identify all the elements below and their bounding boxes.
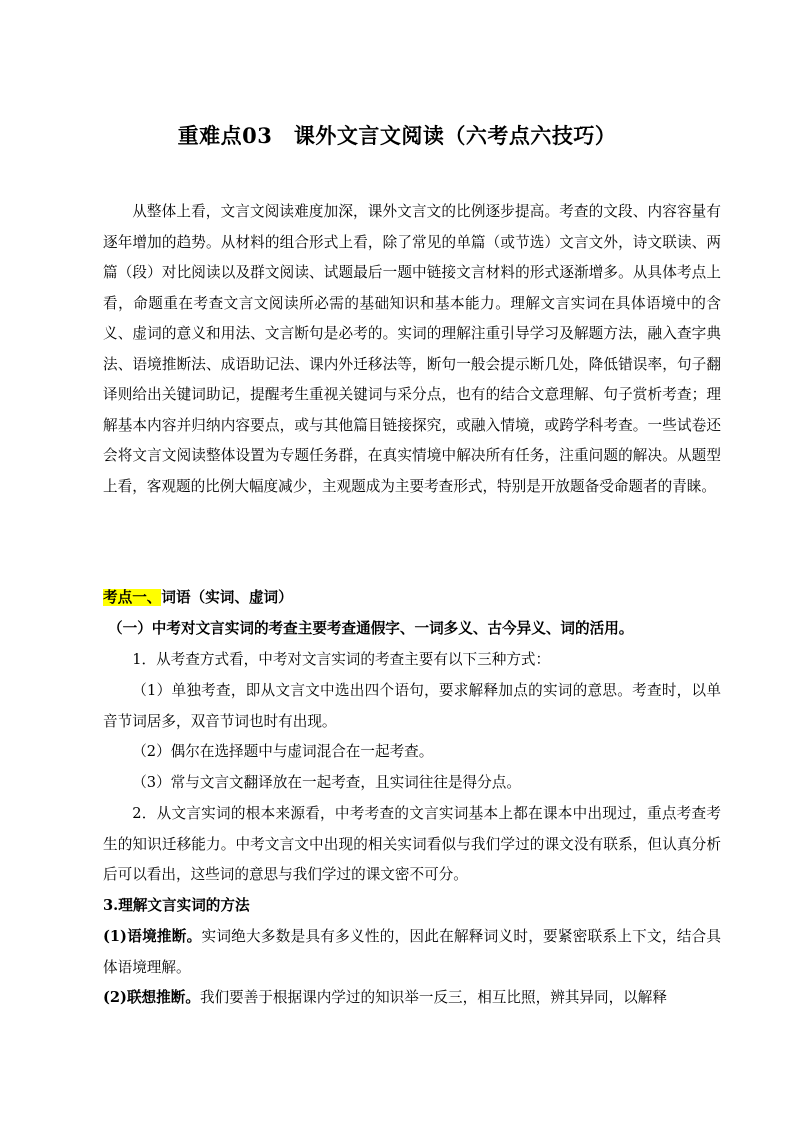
kaodian-heading bbox=[103, 583, 721, 614]
method-heading: 3.理解文言实词的方法 bbox=[103, 897, 250, 914]
point-1b: （2）偶尔在选择题中与虚词混合在一起考查。 bbox=[132, 743, 434, 760]
intro-paragraph: 从整体上看，文言文阅读难度加深，课外文言文的比例逐步提高。考查的文段、内容容量有逐年增加的趋势。从材料的组合形式上看，除了常见的单篇（或节选）文言文外，诗文联读、两篇（段）对比阅读以及群文阅读、试题最后一题中链接文言材料的形式逐渐增多。从具体考点上看，命题重在考查文言文阅读所必需的基础知识和基本能力。理解文言实词在具体语境中的含义、虚词的意义和用法、文言断句是必考的。实词的理解注重引导学习及解题方法，融入查字典法、语境推断法、成语助记法、课内外迁移法等，断句一般会提示断几处，降低错误率，句子翻译则给出关键词助记，提醒考生重视关键词与采分点，也有的结合文意理解、句子赏析考查；理解基本内容并归纳内容要点，或与其他篇目链接探究，或融入情境，或跨学科考查。一些试卷还会将文言文阅读整体设置为专题任务群，在真实情境中解决所有任务，注重问题的解决。从题型上看，客观题的比例大幅度减少，主观题成为主要考查形式，特别是开放题备受命题者的青睐。 bbox=[103, 203, 721, 495]
method-2 bbox=[103, 983, 721, 1014]
page-title: 重难点03 课外文言文阅读（六考点六技巧） bbox=[177, 123, 617, 148]
point-1a: （1）单独考查，即从文言文中选出四个语句，要求解释加点的实词的意思。考查时，以单音节词居多，双音节词也时有出现。 bbox=[103, 682, 721, 730]
method-1-label: (1)语境推断。 bbox=[103, 928, 202, 945]
method-2-text: 我们要善于根据课内学过的知识举一反三，相互比照，辨其异同，以解释 bbox=[199, 989, 667, 1006]
kaodian-label: 考点一、 bbox=[103, 589, 162, 606]
subsection-heading: （一）中考对文言实词的考查主要考查通假字、一词多义、古今异义、词的活用。 bbox=[108, 620, 634, 637]
method-1-text: 实词绝大多数是具有多义性的，因此在解释词义时，要紧密联系上下文，结合具体语境理解。 bbox=[103, 928, 721, 976]
method-1 bbox=[103, 922, 721, 983]
point-1c: （3）常与文言文翻译放在一起考查，且实词往往是得分点。 bbox=[132, 774, 521, 791]
point-1: 1．从考查方式看，中考对文言实词的考查主要有以下三种方式： bbox=[132, 651, 551, 668]
kaodian-topic: 词语（实词、虚词） bbox=[161, 589, 293, 606]
point-2: 2．从文言实词的根本来源看，中考考查的文言实词基本上都在课本中出现过，重点考查考生的知识迁移能力。中考文言文中出现的相关实词看似与我们学过的课文没有联系，但认真分析后可以看出，这些词的意思与我们学过的课文密不可分。 bbox=[103, 805, 721, 883]
method-2-label: (2)联想推断。 bbox=[103, 989, 200, 1006]
